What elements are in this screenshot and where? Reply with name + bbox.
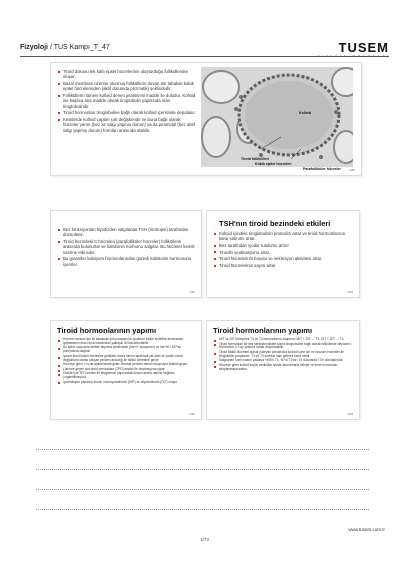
slide3-bullet: Bez tarafından iyodür tutulumu artırır. [213, 243, 353, 248]
slide-c-cells [50, 210, 202, 298]
slide4-bullet: Hormon sentezi için ilk basamak iyot pompası ile iyodürün folikül epiteline alınmasıdır. İyotlamanın oranı tiroid tarafından yaklaşık 30 kat arttırılabilir. [57, 338, 197, 346]
label-kubik-epitel: Kübik epitel hücreleri [255, 162, 292, 166]
slide2-bullet: Bu granüller kalsiyum hormonlarından görevli kalsitonin hormonunu içerirler. [57, 256, 195, 267]
header-divider [20, 56, 389, 57]
slide4-bullet: Lümene geçen iyot tiroid peroksidaz (TPO) enzimi ile oksidasyona uğrar. [57, 368, 197, 372]
slide4-bullet: İyodür tiroid folikül hücresine girdikten sonra lümen tarafında yer alan ve iyodür-klorür değiştiricisi olarak çalışan pendrin aracılığı ile folikül lümenine geçer. [57, 355, 197, 363]
course-label: / TUS Kampı_T_47 [48, 44, 110, 51]
slide5-bullet: Salgılanan hormonların yaklaşık %93'ü T4, %7'si T3'tür; T4 dokularda T3'e dönüştürülür. [213, 359, 355, 363]
slide5-bullet: Hücreye giren kolloid küçük veziküller içinde lizozomlarla birleşir ve tiroid hormonları sitoplazmaya salınır. [213, 364, 355, 372]
slide3-bullet: Tiroidin iyodinasyonu artar. [213, 250, 353, 255]
slide3-bullets [213, 231, 353, 269]
note-line [36, 469, 369, 470]
slide5-title: Tiroid hormonlarının yapımı [213, 326, 313, 335]
slide1-number: 1/46 [349, 168, 355, 172]
slide5-bullet: Tiroid folikül hücreleri apikal yüzeyde pinositozla kolloidi içine alır ve lizozom enzimleri ile tiroglobulin parçalanır; T3 ve T4 serbest hale gelerek kana verilir. [213, 351, 355, 359]
slide2-bullet: Bez fonksiyonları hipofizden salgılanan TSH (tirotropin) tarafından düzenlenir. [57, 227, 195, 238]
slide3-bullet: Tiroid hücrelerinin sayısı artar. [213, 263, 353, 268]
slide-tsh-effects [206, 210, 360, 298]
slide-thyroid-histology [50, 62, 362, 176]
subject-label: Fizyoloji [20, 44, 48, 51]
slide3-bullet: Tiroid hücrelerinin boyutu ve sekresyon aktivitesi artar. [213, 256, 353, 261]
slide1-bullet: Kesitlerde kolloid çapları çok değişkendir ve buna bağlı olarak hücreler yarım (bez az salgı yapmış durum) ya da piramidal (bez aktif salgı yapmış durum) formları arasında olabilir. [57, 117, 197, 133]
slide1-bullet: Folliküllerin lümeni kolloid denen jelatinimsi madde ile doludur. Kolloid ise başlıca ana madde olarak tiroglobulin yapısında olan tiroglobulindir. [57, 93, 197, 109]
page-number: 1/73 [200, 537, 209, 542]
slide4-title: Tiroid hormonlarının yapımı [57, 326, 157, 335]
slide2-number: 1/46 [189, 290, 195, 294]
footer-url: www.tusem.com.tr [348, 527, 385, 532]
logo-name: TUSEM [338, 40, 389, 55]
note-line [36, 489, 369, 490]
slide1-bullet: Bazal membran üzerine oturmuş folliküllerin duvarı tek tabakalı kübik epitel hücrelerinden (aktif durumda prizmatik) şeklindedir. [57, 81, 197, 92]
label-kolloid: Kolloid [299, 111, 312, 115]
slide2-bullet: Tiroid bezindeki C hücreleri (parafolliküler hücreler) folliküllerin arasında bulunurlar ve kalsitonin hormonu salgılar. Bu hücreler kemik üzerine etki eder. [57, 239, 195, 255]
slide1-bullet: Tiroid dokusu tek katlı epitel hücrelerinin oluşturduğu folliküllerden oluşur. [57, 69, 197, 80]
slide5-bullet: MIT ve DIT birleşerek T3 ve T4 hormonlarını oluşturur: MIT + DIT → T3, DIT + DIT → T4 [213, 338, 355, 342]
label-parafollikuler: Parafolliküler hücreler [303, 167, 341, 171]
slide1-bullets [57, 69, 197, 134]
slide-hormone-synthesis-1 [50, 320, 202, 420]
label-tiroid-follikul: Tiroid follikülleri [241, 157, 269, 161]
slide4-bullet: Ekside iyot TPO enzimi ile tiroglobulin yapısındaki tirozin amino asitine bağlanır (organifikasyon). [57, 372, 197, 380]
slide5-bullet: Tiroid hormonları bir kez sentezlendikten sonra tiroglobuline bağlı olarak foliküllerde depolanır. Hormonlar 2-3 ay yetecek kadar depolanabilir. [213, 343, 355, 351]
slide-hormone-synthesis-2 [206, 320, 360, 420]
slide1-bullet: Tiroid hormonları tiroglobuline bağlı olarak kolloid içerisinde depolanır. [57, 110, 197, 115]
thyroid-histology-image [201, 67, 353, 167]
note-line [36, 449, 369, 450]
note-line [36, 509, 369, 510]
slide4-bullets [57, 338, 197, 385]
slide4-bullet: Bu işlem sodyumla birlikte taşınma şeklindedir (Na+/I- symporter) ve Na+/K+ ATPaz pompasına bağlıdır. [57, 346, 197, 354]
slide4-bullet: İyodinasyon yapılmış tirozin monoiyodotirozin (MIT) ve diiyodotirozin (DIT) oluşur. [57, 381, 197, 385]
slide5-number: 1/46 [347, 412, 353, 416]
slide3-bullet: Kolloid içindeki tiroglobulinin proteolizi artar ve tiroid hormonlarının kana salınımı artar. [213, 231, 353, 242]
slide4-number: 1/46 [189, 412, 195, 416]
slide5-bullets [213, 338, 355, 372]
slide3-number: 1/46 [347, 290, 353, 294]
slide4-bullet: Hücreye giren I- hızla apikal tarafa gider. Burada pendrin denen taşıyıcıyla foliküle geçer. [57, 363, 197, 367]
slide2-bullets [57, 227, 195, 268]
slide3-title: TSH'nın tiroid bezindeki etkileri [219, 219, 331, 228]
running-header [20, 44, 110, 51]
